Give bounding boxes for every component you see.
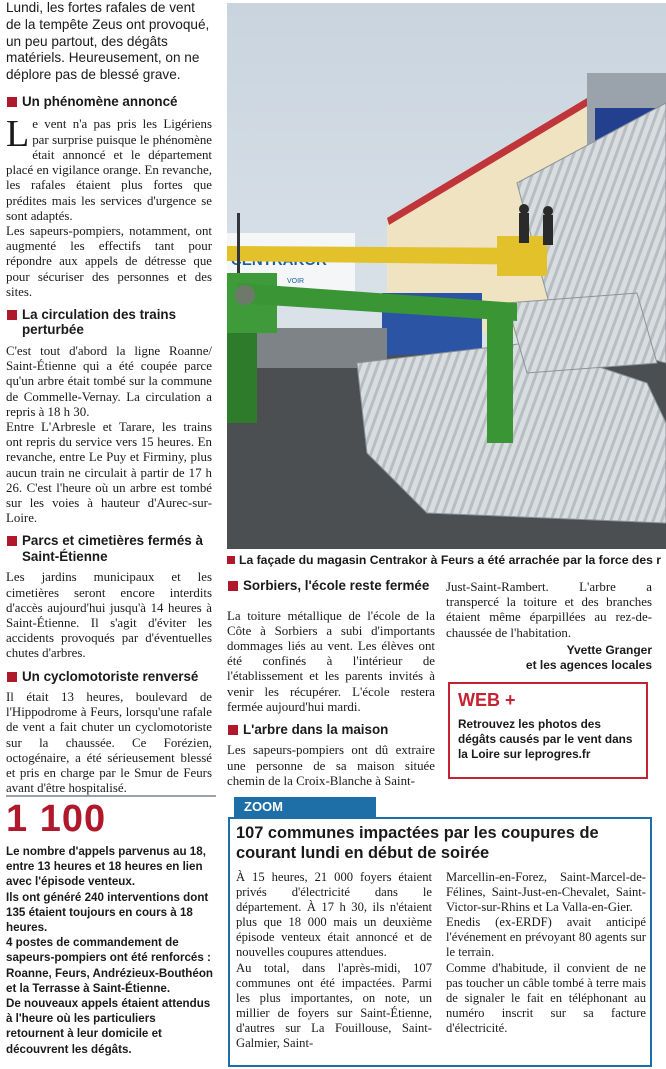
stat-line-3: 4 postes de commandement de sapeurs-pompiers ont été renforcés : Roanne, Feurs, Andrézieux-Bouthéon et la Terrasse à Saint-Étienne. — [6, 936, 213, 995]
web-box-title: WEB + — [458, 690, 516, 710]
paragraph-sorbiers: La toiture métallique de l'école de la Côte à Sorbiers a subi d'importants dommages liés au vent. Les élèves ont été confinés à l'intérieur de l'établissement et les parents invités à venir les récupérer. L'école restera fermée aujourd'hui mardi. — [227, 608, 435, 714]
paragraph-trains-1: C'est tout d'abord la ligne Roanne/ Saint-Étienne qui a été coupée parce qu'un arbre était tombé sur la commune de Commelle-Vernay. La circulation a repris à 18 h 30. — [6, 343, 212, 419]
zoom-column-2 — [446, 870, 646, 1036]
author-agencies: et les agences locales — [525, 657, 652, 672]
zoom-tab: ZOOM — [234, 797, 376, 817]
zoom-title: 107 communes impactées par les coupures de courant lundi en début de soirée — [236, 824, 599, 862]
paragraph-cyclomotoriste: Il était 13 heures, boulevard de l'Hippodrome à Feurs, lorsqu'une rafale de vent a fait chuter un cyclomotoriste sur la chaussée. Ce Forézien, octogénaire, a été sérieusement blessé et pris en charge par le Smur de Feurs avant d'être hospitalisé. — [6, 690, 212, 796]
heading-sorbiers: Sorbiers, l'école reste fermée — [227, 578, 435, 594]
stat-number: 1 100 — [6, 798, 107, 840]
zoom-paragraph-1: À 15 heures, 21 000 foyers étaient privés d'électricité dans le département. À 17 h 30, ils n'étaient plus que 18 000 mais un deuxième épisode venteux était annoncé et de nouvelles coupures attendues. — [236, 870, 432, 960]
photo-caption — [227, 553, 666, 567]
right-column — [446, 580, 652, 673]
zoom-paragraph-2: Au total, dans l'après-midi, 107 communes ont été impactées. Parmi les plus importantes, on note, un millier de foyers sur Saint-Étienne, d'autres sur La Fouillouse, Saint-Galmier, Saint- — [236, 960, 432, 1051]
stat-box — [6, 796, 216, 1057]
paragraph-phenomene — [6, 113, 212, 223]
caption-square-icon — [227, 556, 235, 564]
stat-line-1: Le nombre d'appels parvenus au 18, entre 13 heures et 18 heures en lien avec l'épisode venteux. — [6, 845, 206, 889]
paragraph-trains-2: Entre L'Arbresle et Tarare, les trains ont repris du service vers 15 heures. En revanche, entre Le Puy et Firminy, plus aucun train ne circulait à partir de 17 h 26. C'est l'heure où un arbre est tombé sur les voies à hauteur d'Aurec-sur-Loire. — [6, 419, 212, 526]
stat-line-4: De nouveaux appels étaient attendus à l'heure où les particuliers retournent à leur domicile et découvrent les dégâts. — [6, 997, 211, 1056]
photo-caption-text: La façade du magasin Centrakor à Feurs a été arrachée par la force des r — [239, 553, 662, 567]
zoom-column-1 — [236, 870, 432, 1051]
middle-column — [227, 578, 435, 789]
author-name: Yvette Granger — [566, 642, 652, 657]
zoom-paragraph-3: Marcellin-en-Forez, Saint-Marcel-de-Félines, Saint-Just-en-Chevalet, Saint-Victor-sur-Rhins et La Valla-en-Gier. — [446, 870, 646, 915]
heading-cyclomotoriste: Un cyclomotoriste renversé — [6, 669, 212, 685]
zoom-paragraph-5: Comme d'habitude, il convient de ne pas toucher un câble tombé à terre mais de signaler le fait en téléphonant au numéro inscrit sur sa facture d'électricité. — [446, 960, 646, 1035]
paragraph-pompiers: Les sapeurs-pompiers, notamment, ont augmenté les effectifs tant pour répondre aux appels de détresse que pour sécuriser des personnes et des sites. — [6, 223, 212, 299]
web-box[interactable] — [448, 682, 648, 779]
paragraph-phenomene-text: e vent n'a pas pris les Ligériens par surprise puisque le phénomène était annoncé et le département placé en vigilance orange. En revanche, les rafales étaient plus fortes que prédites mais les services d'urgence se sont adaptés. — [6, 117, 212, 223]
heading-trains: La circulation des trains perturbée — [6, 307, 212, 338]
paragraph-arbre: Les sapeurs-pompiers ont dû extraire une personne de sa maison située chemin de la Croix-Blanche à Saint- — [227, 743, 435, 788]
heading-phenomene: Un phénomène annoncé — [6, 94, 212, 110]
news-photo — [227, 3, 666, 549]
paragraph-parcs: Les jardins municipaux et les cimetières seront encore interdits d'accès aujourd'hui jusqu'à 14 heures à Saint-Étienne. Il s'agit d'éviter les accidents provoqués par d'éventuelles chutes d'arbres. — [6, 570, 212, 661]
dropcap: L — [6, 113, 30, 156]
stat-line-2: Ils ont généré 240 interventions dont 135 étaient toujours en cours à 18 heures. — [6, 890, 209, 935]
web-box-text[interactable]: Retrouvez les photos des dégâts causés par le vent dans la Loire sur leprogres.fr — [458, 717, 633, 761]
zoom-paragraph-4: Enedis (ex-ERDF) avait anticipé l'événement en prévoyant 80 agents sur le terrain. — [446, 915, 646, 960]
paragraph-arbre-suite: Just-Saint-Rambert. L'arbre a transpercé la toiture et des branches étaient même éparpillées au rez-de-chaussée de l'habitation. — [446, 580, 652, 640]
intro-paragraph: Lundi, les fortes rafales de vent de la tempête Zeus ont provoqué, un peu partout, des dégâts matériels. Heureusement, on ne déplore pas de blessé grave. — [6, 0, 210, 83]
storm-damage-illustration — [227, 3, 666, 549]
store-sign-subtext: VOIR — [287, 278, 305, 285]
heading-arbre: L'arbre dans la maison — [227, 722, 435, 738]
left-column — [6, 0, 212, 797]
heading-parcs: Parcs et cimetières fermés à Saint-Étienne — [6, 533, 212, 564]
